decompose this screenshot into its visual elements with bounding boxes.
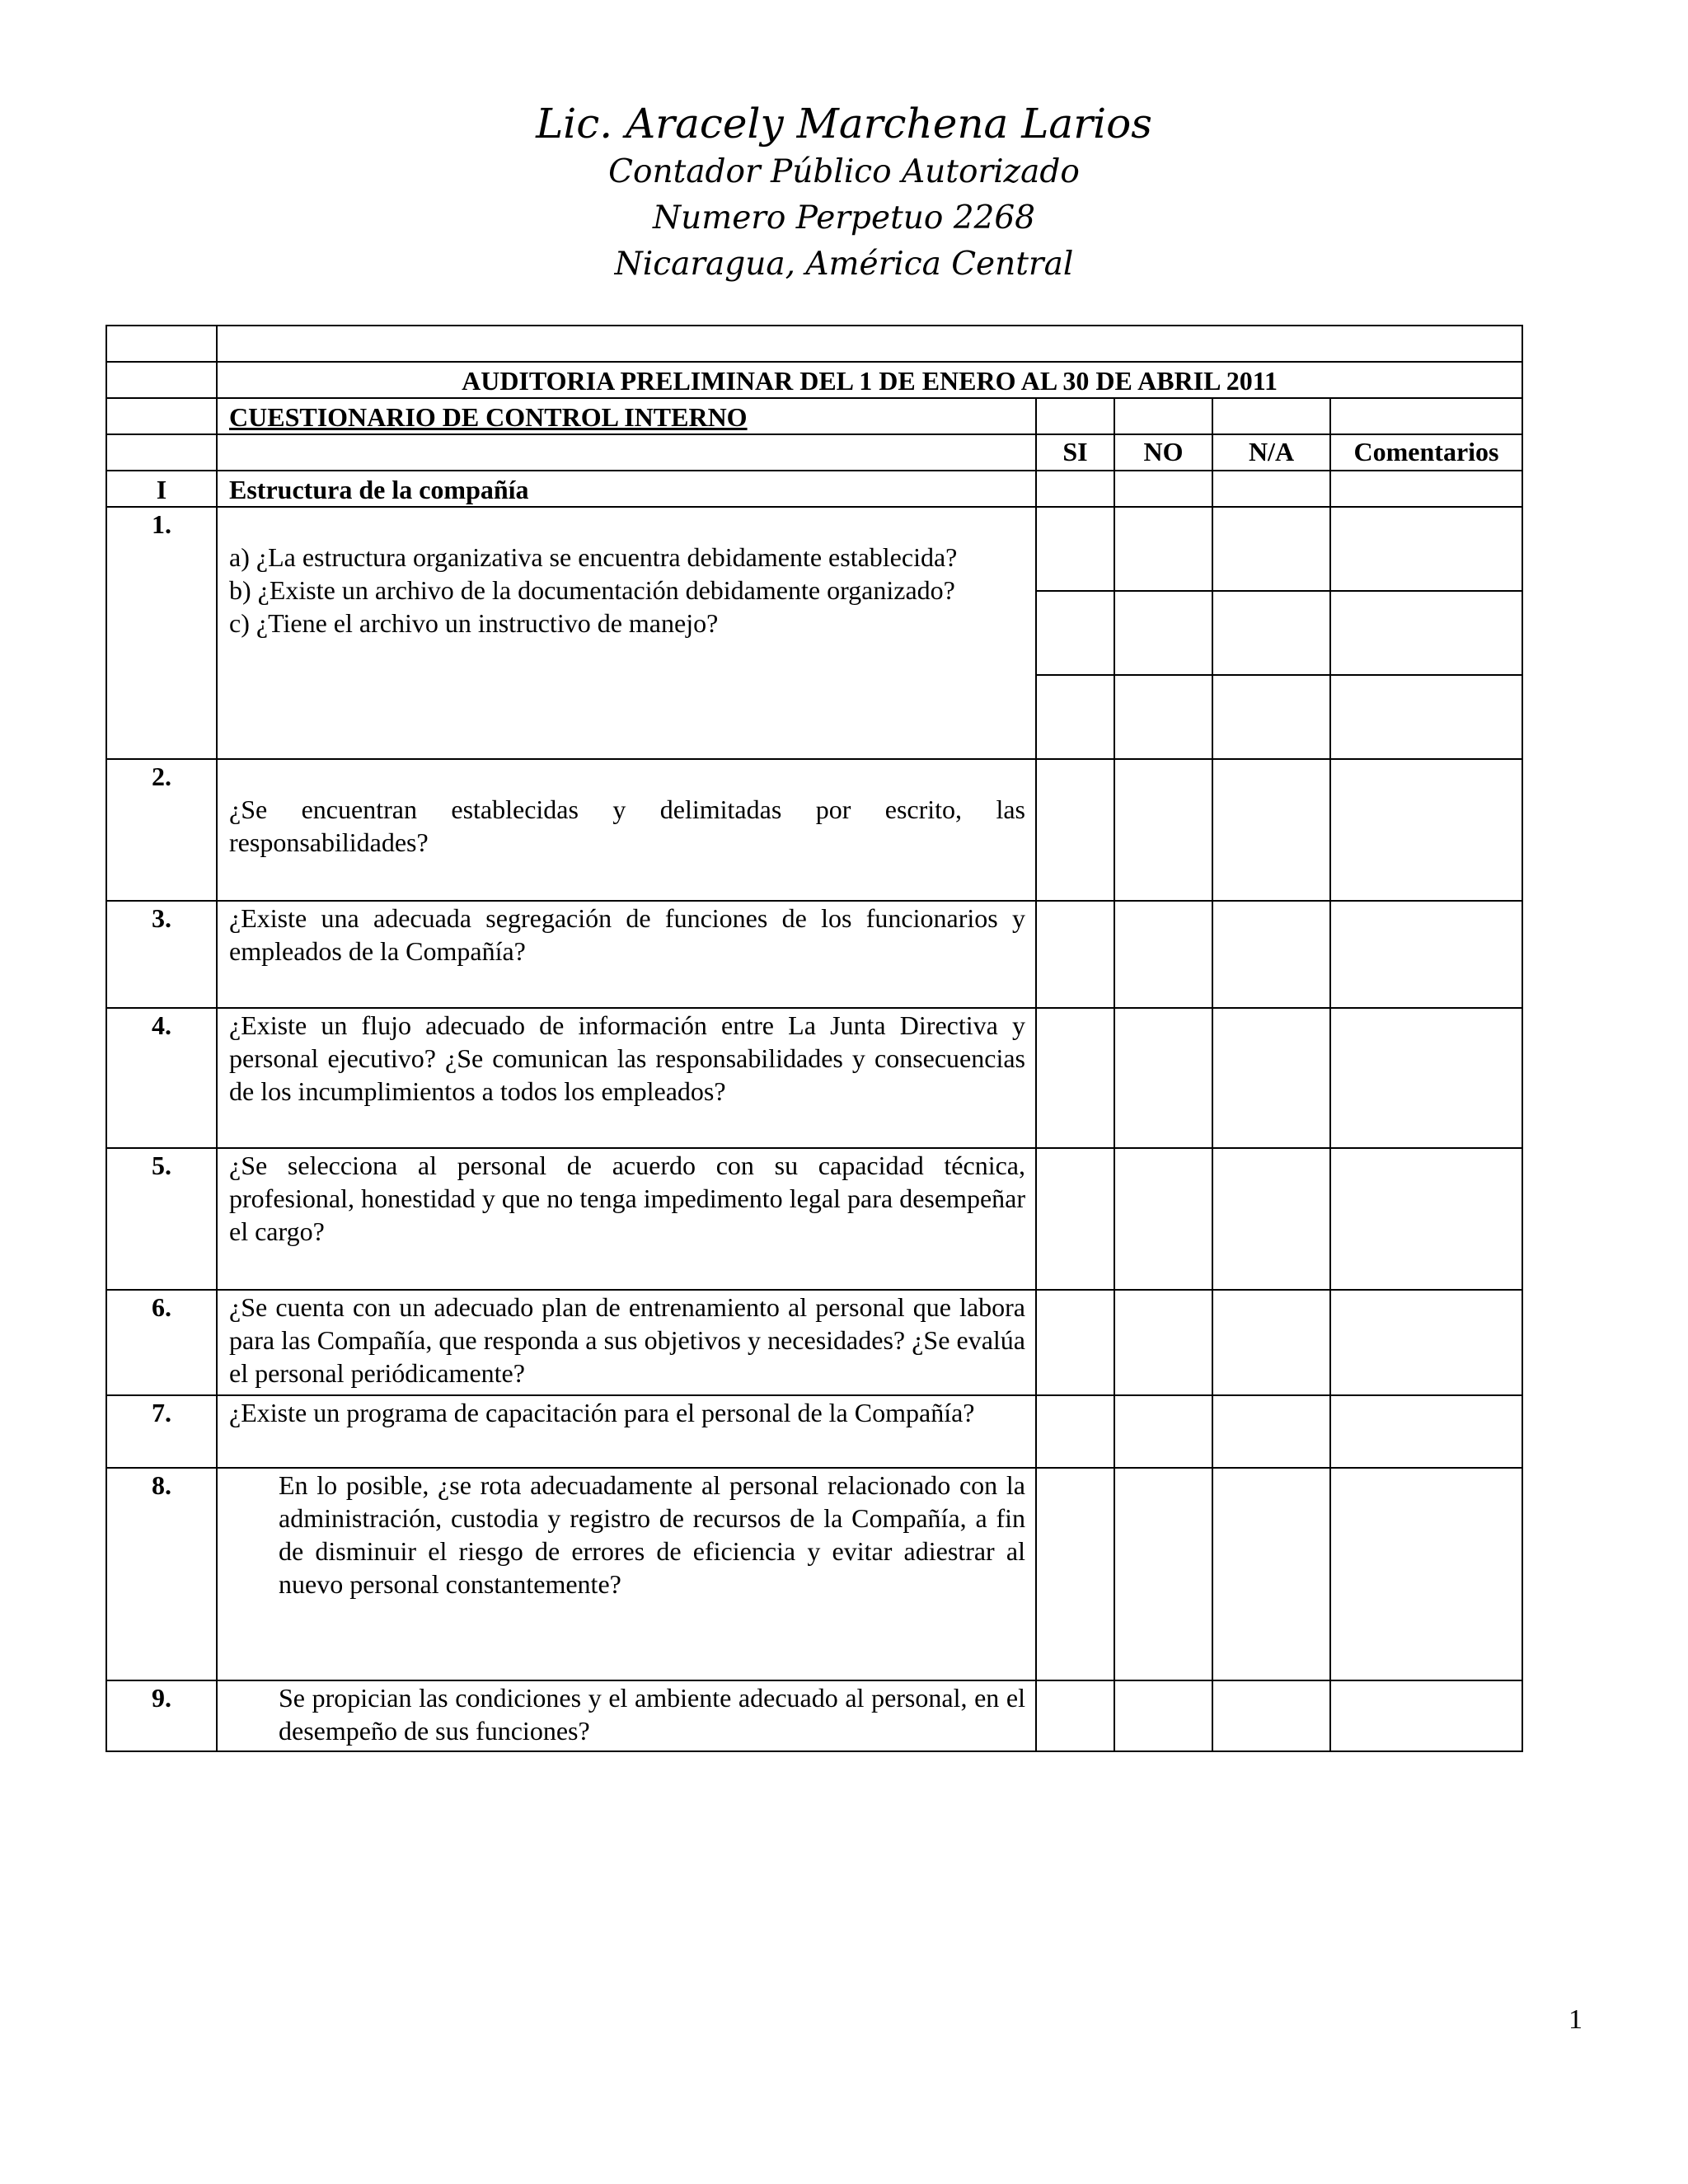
answer-na-1a[interactable] [1213,508,1329,591]
answer-si[interactable] [1036,759,1114,901]
question-number: 7. [106,1395,217,1468]
answer-si-1a[interactable] [1037,508,1114,591]
question-number: 6. [106,1290,217,1395]
col-no: NO [1114,434,1212,471]
question-text: ¿Existe un programa de capacitación para el personal de la Compañía? [217,1395,1036,1468]
col-si: SI [1036,434,1114,471]
subheading-row [106,398,1522,434]
page-number: 1 [1568,2004,1582,2035]
section-row [106,471,1522,507]
answer-no[interactable] [1114,901,1212,1008]
question-row [106,759,1522,901]
section-number: I [106,471,217,507]
column-header-row [106,434,1522,471]
question-1a: a) ¿La estructura organizativa se encuentra debidamente establecida? [229,542,958,572]
answer-comments[interactable] [1330,1468,1522,1680]
question-number: 9. [106,1680,217,1751]
question-text [217,507,1036,759]
blank-row [106,326,1522,362]
question-text: ¿Se selecciona al personal de acuerdo con su capacidad técnica, profesional, honestidad y que no tenga impedimento legal para desempeñar el cargo? [217,1148,1036,1290]
registration-number: Numero Perpetuo 2268 [652,199,1035,237]
audit-heading: AUDITORIA PRELIMINAR DEL 1 DE ENERO AL 30 DE ABRIL 2011 [217,362,1522,398]
answer-comments-1c[interactable] [1331,675,1522,758]
answer-comments[interactable] [1330,1290,1522,1395]
answer-no[interactable] [1114,1395,1212,1468]
answer-no-1b[interactable] [1115,591,1212,675]
question-row [106,901,1522,1008]
answer-comments-1a[interactable] [1331,508,1522,591]
answer-no-1a[interactable] [1115,508,1212,591]
accountant-name: Lic. Aracely Marchena Larios [536,100,1152,148]
answer-comments[interactable] [1330,1680,1522,1751]
question-row [106,1290,1522,1395]
answer-na[interactable] [1212,759,1330,901]
question-row [106,1468,1522,1680]
questionnaire-title: CUESTIONARIO DE CONTROL INTERNO [229,402,748,432]
answer-comments[interactable] [1330,1008,1522,1148]
answer-na[interactable] [1212,1468,1330,1680]
answer-si-1c[interactable] [1037,675,1114,758]
answer-si[interactable] [1036,1468,1114,1680]
question-number: 1. [106,507,217,759]
question-1c: c) ¿Tiene el archivo un instructivo de manejo? [229,608,719,638]
question-row [106,1008,1522,1148]
question-number: 4. [106,1008,217,1148]
question-row [106,1148,1522,1290]
answer-si[interactable] [1036,1290,1114,1395]
answer-na-1c[interactable] [1213,675,1329,758]
question-number: 5. [106,1148,217,1290]
question-text: ¿Existe un flujo adecuado de información entre La Junta Directiva y personal ejecutivo? ¿Se comunican las responsabilidades y consecuencias de los incumplimientos a todos los empleados? [217,1008,1036,1148]
question-row [106,507,1522,759]
answer-na[interactable] [1212,1680,1330,1751]
question-1b: b) ¿Existe un archivo de la documentación debidamente organizado? [229,575,955,605]
answer-na[interactable] [1212,1008,1330,1148]
question-text: Se propician las condiciones y el ambiente adecuado al personal, en el desempeño de sus funciones? [217,1680,1036,1751]
answer-no[interactable] [1114,759,1212,901]
answer-comments[interactable] [1330,1395,1522,1468]
answer-comments[interactable] [1330,901,1522,1008]
question-row [106,1395,1522,1468]
col-comments: Comentarios [1330,434,1522,471]
question-text: ¿Existe una adecuada segregación de funciones de los funcionarios y empleados de la Compañía? [217,901,1036,1008]
answer-comments[interactable] [1330,1148,1522,1290]
answer-no[interactable] [1114,1008,1212,1148]
audit-heading-row [106,362,1522,398]
question-number: 3. [106,901,217,1008]
answer-si[interactable] [1036,1008,1114,1148]
answer-na[interactable] [1212,901,1330,1008]
question-text: ¿Se cuenta con un adecuado plan de entrenamiento al personal que labora para las Compañía, que responda a sus objetivos y necesidades? ¿Se evalúa el personal periódicamente? [217,1290,1036,1395]
answer-no[interactable] [1114,471,1212,507]
section-title: Estructura de la compañía [217,471,1036,507]
answer-no[interactable] [1114,1290,1212,1395]
question-text: ¿Se encuentran establecidas y delimitadas por escrito, las responsabilidades? [229,794,1025,857]
answer-comments[interactable] [1330,471,1522,507]
answer-no[interactable] [1114,1680,1212,1751]
answer-na[interactable] [1212,1290,1330,1395]
question-number: 2. [106,759,217,901]
answer-comments-1b[interactable] [1331,591,1522,675]
answer-na-1b[interactable] [1213,591,1329,675]
answer-na[interactable] [1212,1148,1330,1290]
answer-no[interactable] [1114,1148,1212,1290]
answer-na[interactable] [1212,471,1330,507]
country-line: Nicaragua, América Central [614,246,1074,283]
answer-si[interactable] [1036,1148,1114,1290]
question-text: En lo posible, ¿se rota adecuadamente al personal relacionado con la administración, custodia y registro de recursos de la Compañía, a fin de disminuir el riesgo de errores de eficiencia y evitar adiestrar al nuevo personal constantemente? [217,1468,1036,1680]
answer-si[interactable] [1036,901,1114,1008]
answer-no-1c[interactable] [1115,675,1212,758]
accountant-title: Contador Público Autorizado [608,153,1080,190]
col-na: N/A [1212,434,1330,471]
answer-si[interactable] [1036,1395,1114,1468]
answer-na[interactable] [1212,1395,1330,1468]
answer-si-1b[interactable] [1037,591,1114,675]
question-row [106,1680,1522,1751]
answer-no[interactable] [1114,1468,1212,1680]
answer-si[interactable] [1036,471,1114,507]
question-number: 8. [106,1468,217,1680]
internal-control-questionnaire [106,325,1523,1752]
answer-comments[interactable] [1330,759,1522,901]
answer-si[interactable] [1036,1680,1114,1751]
